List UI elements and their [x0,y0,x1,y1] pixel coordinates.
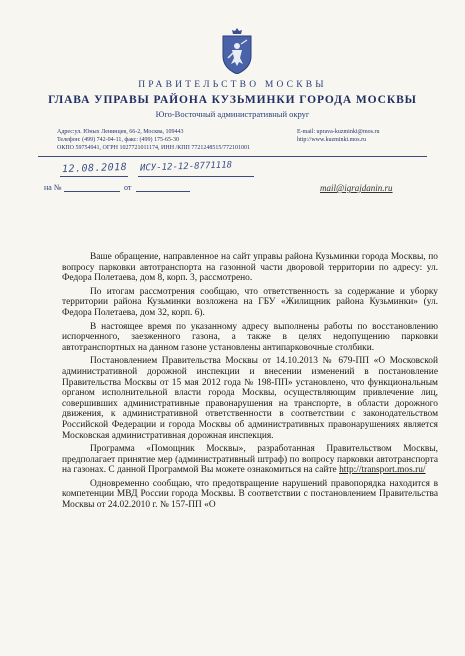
head-title: ГЛАВА УПРАВЫ РАЙОНА КУЗЬМИНКИ ГОРОДА МОСКВЫ [48,94,417,106]
paragraph: Одновременно сообщаю, что предотвращение нарушений правопорядка находится в компетенции МВД России города Москвы. В соответствии с постановлением Правительства Москвы от 24.02.2010 г. № 157-ПП «О [62,478,438,511]
paragraph-text: Программа «Помощник Москвы», разработанная Правительством Москвы, предполагает принятие мер (административный штраф) по вопросу парковки автотранспорта на газонах. С данной Программой Вы можете ознакомиться на сайте [62,444,438,476]
paragraph: В настоящее время по указанному адресу выполнены работы по восстановлению испорченного, заезженного газона, а также в целях недопущению парковки автотранспортных на данном газоне установлены антипарковочные столбики. [62,321,438,353]
phone: Телефон: (499) 742-04-11, факс: (499) 175-65-30 [57,137,180,143]
district-name: Юго-Восточный административный округ [155,109,310,119]
ref-number-underline [64,191,120,192]
ref-date-underline [136,191,190,192]
letter-body [62,252,438,514]
website: http://www.kuzminki.mos.ru [297,137,367,143]
header-divider [38,156,427,157]
government-title: ПРАВИТЕЛЬСТВО МОСКВЫ [138,80,327,90]
moscow-coat-of-arms-icon [219,28,255,74]
email: E-mail: uprava-kuzminki@mos.ru [297,129,380,135]
ref-number-label: на № [44,183,62,192]
recipient-email: mail@igrajdanin.ru [320,183,393,193]
number-underline [138,176,254,177]
date-underline [60,176,128,177]
okpo-line: ОКПО 59754941, ОГРН 1027721011174, ИНН /КПП 7721248515/772101001 [57,145,251,151]
ref-date-label: от [124,183,132,192]
registration-date: 12.08.2018 [61,161,128,176]
address: Адрес:ул. Юных Ленинцев, 66-2, Москва, 109443 [57,129,184,135]
transport-link[interactable]: http://transport.mos.ru/ [339,465,426,476]
paragraph-program [62,444,438,476]
paragraph: Постановлением Правительства Москвы от 14.10.2013 № 679-ПП «О Московской административной дорожной инспекции и внесении изменений в постановление Правительства Москвы от 15 мая 2012 года № 198-ПП» установлено, что функциональным органом исполнительной власти города Москвы, осуществляющим привлечение лиц, совершивших административные правонарушения на транспорте, в области дорожного движения, к административной ответственности в соответствии с законодательством Российской Федерации и города Москвы об административных правонарушениях является Московская административная дорожная инспекция. [62,356,438,441]
paragraph: По итогам рассмотрения сообщаю, что ответственность за содержание и уборку территории района Кузьминки возложена на ГБУ «Жилищник района Кузьминки» (ул. Федора Полетаева, дом 32, корп. 6). [62,286,438,318]
paragraph: Ваше обращение, направленное на сайт управы района Кузьминки города Москвы, по вопросу парковки автотранспорта на газонной части дворовой территории по адресу: ул. Федора Полетаева, дом 8, корп. 3, рассмотрено. [62,252,438,284]
registration-number: ИСУ-12-12-8771118 [139,160,233,174]
